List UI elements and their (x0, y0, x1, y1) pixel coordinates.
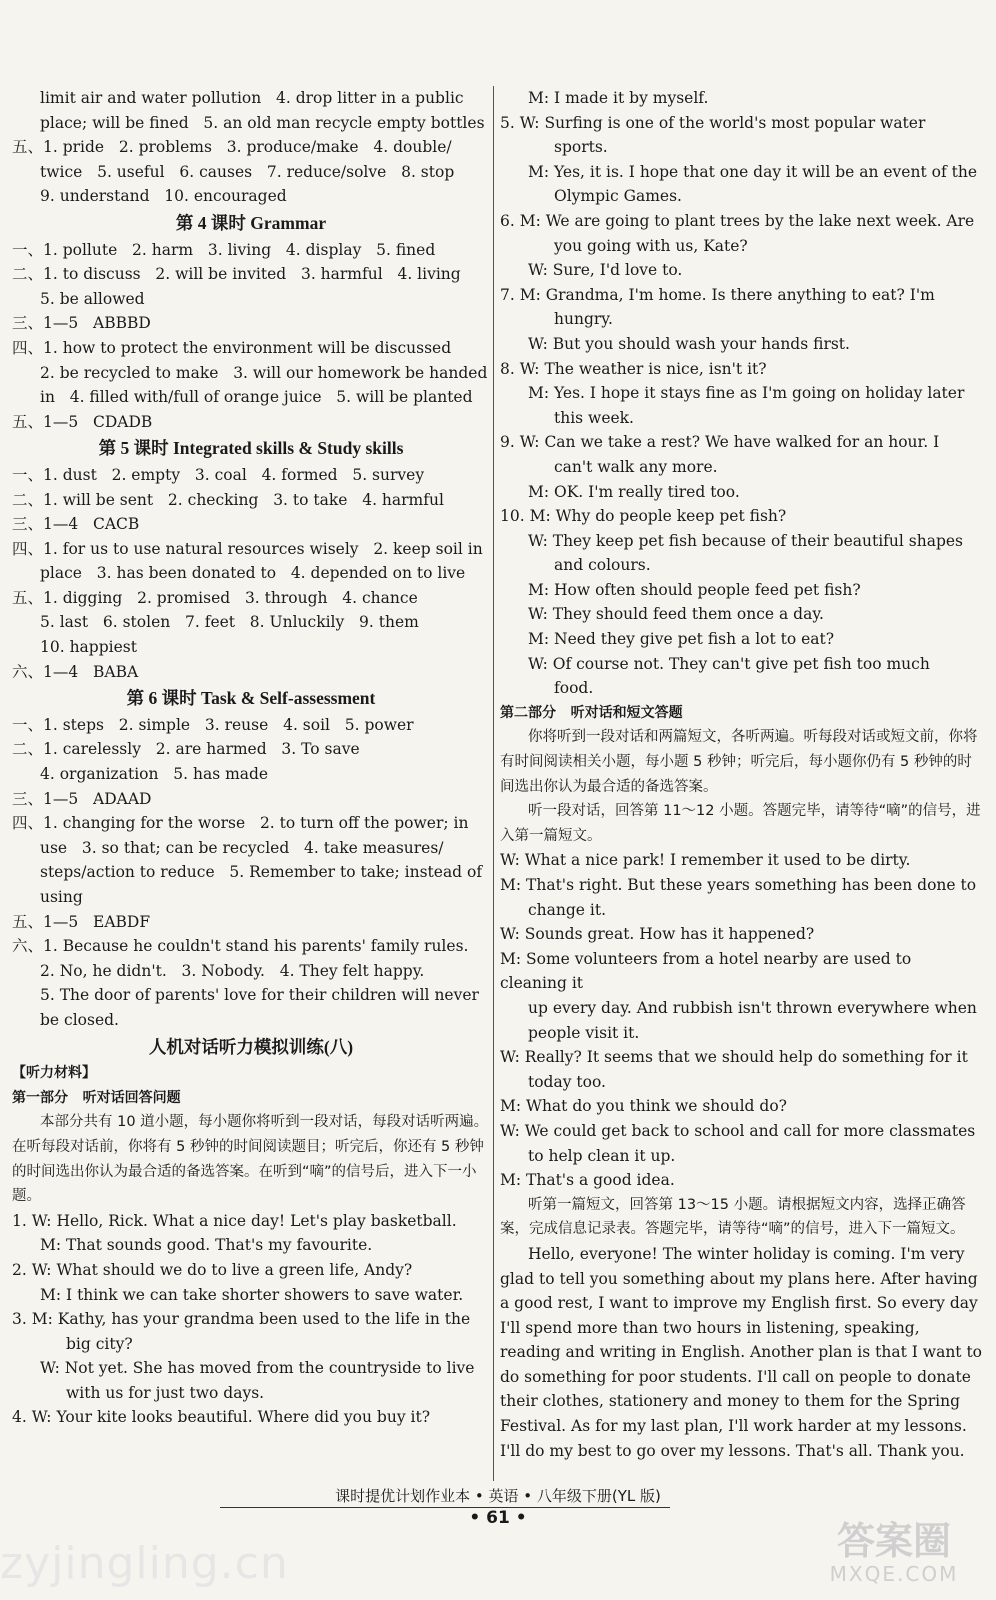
text-line: food. (554, 679, 594, 698)
text-line: 二、1. to discuss 2. will be invited 3. harmful 4. living (12, 265, 461, 284)
text-line: M: What do you think we should do? (500, 1097, 787, 1116)
text-line: 四、1. changing for the worse 2. to turn off the power; in (12, 814, 469, 833)
footer-title: 课时提优计划作业本 • 英语 • 八年级下册(YL 版) (335, 1487, 661, 1505)
text-line: 5. be allowed (40, 289, 145, 308)
text-line: 听一段对话，回答第 11～12 小题。答题完毕，请等待“嘀”的信号，进入第一篇短文。 (500, 803, 981, 844)
text-line: W: Sure, I'd love to. (528, 261, 683, 280)
watermark-logo (814, 1520, 974, 1592)
text-line: 五、1. digging 2. promised 3. through 4. chance (12, 588, 418, 607)
text-line: 本部分共有 10 道小题，每小题你将听到一段对话，每段对话听两遍。在听每段对话前，你将有 5 秒钟的时间阅读题目；听完后，你还有 5 秒钟的时间选出你认为最合适的备选答案。在听到“嘀”的信号后，进入下一小题。 (12, 1114, 489, 1205)
text-line: 7. M: Grandma, I'm home. Is there anything to eat? I'm (500, 285, 935, 304)
text-line: M: That's a good idea. (500, 1171, 675, 1190)
text-line: 一、1. steps 2. simple 3. reuse 4. soil 5. power (12, 715, 414, 734)
text-line: M: Need they give pet fish a lot to eat? (528, 630, 835, 649)
text-line: and colours. (554, 556, 651, 575)
text-line: 【听力材料】 (12, 1065, 96, 1082)
text-line: 五、1—5 EABDF (12, 912, 151, 931)
text-line: change it. (528, 900, 607, 919)
text-line: 听第一篇短文，回答第 13～15 小题。请根据短文内容，选择正确答案，完成信息记录表。答题完毕，请等待“嘀”的信号，进入下一篇短文。 (500, 1196, 966, 1238)
right-column (500, 86, 987, 1463)
text-line: 二、1. will be sent 2. checking 3. to take 4. harmful (12, 490, 444, 509)
text-line: W: Really? It seems that we should help do something for it (500, 1048, 968, 1067)
text-line: 5. The door of parents' love for their children will never (40, 986, 479, 1005)
text-line: M: How often should people feed pet fish? (528, 580, 861, 599)
text-line: 二、1. carelessly 2. are harmed 3. To save (12, 740, 360, 759)
column-divider (493, 86, 494, 1481)
text-line: 10. happiest (40, 638, 137, 657)
section-heading: 第 4 课时 Grammar (175, 212, 327, 233)
text-line: people visit it. (528, 1023, 640, 1042)
section-heading: 第 6 课时 Task & Self-assessment (126, 688, 376, 709)
text-line: M: OK. I'm really tired too. (528, 482, 740, 501)
text-line: W: But you should wash your hands first. (528, 334, 850, 353)
text-line: 3. M: Kathy, has your grandma been used to the life in the (12, 1310, 471, 1329)
text-line: 6. M: We are going to plant trees by the lake next week. Are (500, 211, 975, 230)
text-line: M: Yes. I hope it stays fine as I'm going on holiday later (528, 384, 965, 403)
text-line: M: I made it by myself. (528, 89, 709, 107)
text-line: twice 5. useful 6. causes 7. reduce/solve 8. stop (40, 162, 455, 181)
logo-title: 答案圈 (836, 1519, 951, 1563)
text-line: 2. be recycled to make 3. will our homework be handed (40, 363, 488, 382)
text-line: 8. W: The weather is nice, isn't it? (500, 359, 767, 378)
text-line: 5. W: Surfing is one of the world's most popular water (500, 113, 926, 132)
text-line: up every day. And rubbish isn't thrown everywhere when (528, 998, 977, 1017)
text-line: M: That sounds good. That's my favourite. (40, 1236, 373, 1255)
text-line: 5. last 6. stolen 7. feet 8. Unluckily 9. them (40, 613, 419, 632)
text-line: this week. (554, 408, 634, 427)
text-line: big city? (66, 1334, 133, 1353)
text-line: using (40, 888, 83, 906)
text-line: 五、1—5 CDADB (12, 412, 153, 431)
text-line: 一、1. pollute 2. harm 3. living 4. display 5. fined (12, 240, 436, 259)
text-line: 2. W: What should we do to live a green life, Andy? (12, 1260, 413, 1279)
text-line: 4. W: Your kite looks beautiful. Where did you buy it? (12, 1408, 431, 1427)
page-number: • 61 • (469, 1508, 527, 1528)
text-line: W: What a nice park! I remember it used to be dirty. (500, 851, 911, 870)
text-line: 五、1. pride 2. problems 3. produce/make 4. double/ (12, 138, 452, 157)
text-line: M: That's right. But these years something has been done to (500, 876, 977, 894)
text-line: sports. (554, 138, 608, 157)
text-line: 第二部分 听对话和短文答题 (500, 704, 683, 721)
text-line: 10. M: Why do people keep pet fish? (500, 507, 787, 526)
text-line: can't walk any more. (554, 457, 718, 476)
text-line: limit air and water pollution 4. drop litter in a public (40, 89, 464, 107)
section-heading: 人机对话听力模拟训练(八) (148, 1036, 354, 1057)
text-line: 六、1. Because he couldn't stand his parents' family rules. (12, 937, 469, 956)
text-line: 四、1. for us to use natural resources wisely 2. keep soil in (12, 539, 483, 558)
text-line: place; will be fined 5. an old man recycle empty bottles (40, 113, 485, 132)
text-line: W: They keep pet fish because of their beautiful shapes (528, 531, 964, 550)
text-line: use 3. so that; can be recycled 4. take measures/ (40, 838, 444, 857)
text-line: steps/action to reduce 5. Remember to take; instead of (40, 863, 483, 882)
text-line: Olympic Games. (554, 187, 682, 206)
text-line: W: Not yet. She has moved from the countryside to live (40, 1359, 475, 1378)
text-line: 三、1—5 ABBBD (12, 314, 151, 333)
text-line: 三、1—5 ADAAD (12, 789, 152, 808)
text-line: 4. organization 5. has made (40, 765, 269, 784)
text-line: to help clean it up. (528, 1146, 676, 1165)
text-line: 2. No, he didn't. 3. Nobody. 4. They felt happy. (40, 961, 425, 980)
text-line: be closed. (40, 1010, 119, 1029)
text-line: 六、1—4 BABA (12, 662, 139, 681)
text-line: M: Yes, it is. I hope that one day it will be an event of the (528, 162, 977, 181)
logo-domain: MXQE.COM (829, 1562, 959, 1586)
text-line: W: Sounds great. How has it happened? (500, 925, 815, 944)
left-column (12, 86, 490, 1430)
text-line: 一、1. dust 2. empty 3. coal 4. formed 5. survey (12, 465, 425, 484)
site-watermark: zyjingling.cn (0, 1538, 289, 1589)
section-heading: 第 5 课时 Integrated skills & Study skills (98, 438, 404, 459)
text-line: place 3. has been donated to 4. depended on to live (40, 564, 466, 583)
text-line: 三、1—4 CACB (12, 515, 140, 534)
text-line: 四、1. how to protect the environment will be discussed (12, 338, 452, 357)
text-line: Hello, everyone! The winter holiday is coming. I'm very glad to tell you something about my plans here. After having a good rest, I want to improve my English first. So every day I'll spend more than two hours in listening, speaking, reading and writing in English. Another plan is that I want to do something for poor students. I'll call on people to donate their clothes, stationery and money to them for the Spring Festival. As for my last plan, I'll work harder at my lessons. I'll do my best to go over my lessons. That's all. Thank you. (500, 1244, 987, 1460)
text-line: today too. (528, 1072, 606, 1091)
text-line: W: Of course not. They can't give pet fish too much (528, 654, 930, 673)
text-line: 你将听到一段对话和两篇短文，各听两遍。听每段对话或短文前，你将有时间阅读相关小题，每小题 5 秒钟；听完后，每小题你仍有 5 秒钟的时间选出你认为最合适的备选答案。 (500, 729, 978, 795)
text-line: W: They should feed them once a day. (528, 605, 824, 624)
text-line: M: Some volunteers from a hotel nearby are used to cleaning it (500, 949, 917, 993)
text-line: M: I think we can take shorter showers to save water. (40, 1285, 464, 1304)
text-line: 9. understand 10. encouraged (40, 187, 287, 206)
text-line: 第一部分 听对话回答问题 (12, 1089, 181, 1106)
text-line: with us for just two days. (66, 1383, 265, 1402)
text-line: 1. W: Hello, Rick. What a nice day! Let's play basketball. (12, 1211, 457, 1230)
text-line: in 4. filled with/full of orange juice 5. will be planted (40, 388, 473, 407)
text-line: hungry. (554, 310, 613, 329)
text-line: 9. W: Can we take a rest? We have walked for an hour. I (500, 433, 940, 452)
text-line: you going with us, Kate? (554, 236, 748, 255)
text-line: W: We could get back to school and call for more classmates (500, 1121, 976, 1140)
